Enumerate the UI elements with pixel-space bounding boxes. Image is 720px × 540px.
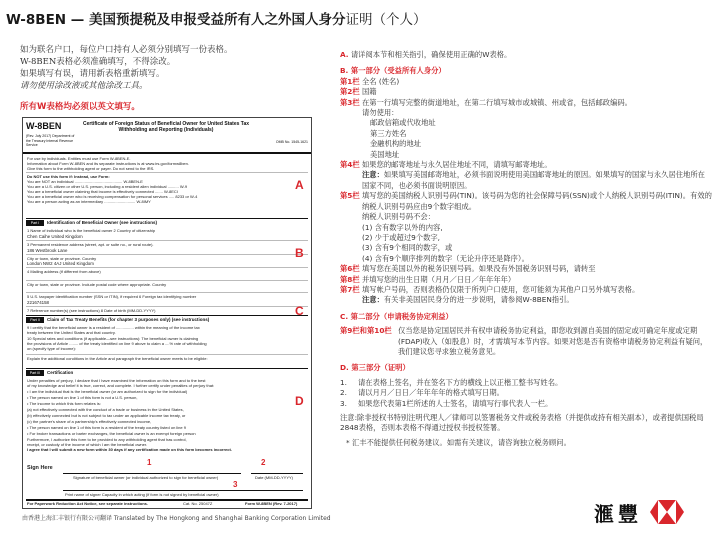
- field-row: [340, 77, 712, 87]
- translation-credit: 由香港上海汇丰银行有限公司翻译 Translated by The Hongkong and Shanghai Banking Corporation Limited: [22, 515, 331, 522]
- field-text: 填写您在美国以外的税务识别号码。如果没有外国税务识别号码，请转至: [362, 264, 596, 274]
- list-item: 2. 请以月月／日日／年年年年的格式填写日期。: [340, 388, 504, 398]
- form-line: Information about Form W-8BEN and its separate instructions is at www.irs.gov/formw8ben.: [27, 161, 189, 166]
- field-text: 仅当您是协定国居民并有权申请税务协定利益，即您收到源自美国的固定或可确定年度或定期(FDAP)收入（如股息）时，才需填写本节内容。如果对您是否有资格申请税务协定利益有疑问，我们建议您寻求独立税务意见。: [398, 326, 708, 356]
- form-field: • The person named on line 1 of this form is a resident of the treaty country listed on line 9: [27, 425, 186, 430]
- form-field: 10 Special rates and conditions (if applicable—see instructions): The beneficial owner is claiming: [27, 336, 199, 341]
- field-text: 在第一行填写完整的街道地址，在第二行填写城市或城镇、州或省，包括邮政编码。: [362, 97, 632, 107]
- part2-title: Claim of Tax Treaty Benefits (for chapter 3 purposes only) (see instructions): [47, 317, 210, 322]
- field-label: 第5栏: [340, 191, 360, 201]
- field-row: [340, 87, 712, 97]
- field-label: 第7栏: [340, 284, 360, 294]
- logo-text: 滙豐: [594, 501, 642, 526]
- sub-item: (2) 少于或超过9个数字,: [362, 232, 440, 242]
- form-field: (b) effectively connected but is not subject to tax under an applicable income tax treaty, or: [27, 413, 186, 418]
- form-revision: (Rev. July 2017) Department of the Treasury Internal Revenue Service: [26, 134, 75, 147]
- list-text: 请在表格上签名，并在签名下方的横线上以正楷工整书写姓名。: [358, 377, 563, 387]
- note-label: 注意：: [362, 295, 384, 305]
- page-title: [6, 8, 716, 28]
- w8ben-form-image: [22, 117, 312, 509]
- form-line: You are a U.S. citizen or other U.S. person, including a resident alien individual .......... W-9: [27, 184, 188, 189]
- sign-marker-3: 3: [233, 480, 238, 489]
- form-field: I agree that I will submit a new form within 30 days if any certification made on this form becomes incorrect.: [27, 447, 232, 452]
- marker-c: C: [295, 304, 304, 318]
- english-note: 所有W表格均必须以英文填写。: [20, 102, 140, 112]
- note-text: 有关非美国居民身分的进一步说明，请参阅W-8BEN指引。: [383, 295, 574, 305]
- marker-a: A: [295, 178, 304, 192]
- intro-line: 请勿使用涂改液或其他涂改工具。: [20, 81, 148, 91]
- form-field: 1 Name of individual who is the beneficial owner 2 Country of citizenship: [27, 228, 156, 233]
- form-field-value: 221674158: [27, 300, 49, 305]
- title-dash: —: [66, 12, 89, 28]
- marker-d: D: [295, 394, 304, 408]
- instructions-column: [340, 50, 712, 448]
- title-main: 美国预提税及申报受益所有人之外国人身分: [89, 12, 346, 28]
- sign-marker-2: 2: [261, 458, 266, 467]
- field-row: [340, 285, 712, 295]
- field-label: 第2栏: [340, 87, 360, 97]
- row5-sublist: [340, 212, 712, 264]
- form-field: City or town, state or province. Include postal code where appropriate. Country: [27, 282, 167, 287]
- row3-sublist: [340, 108, 712, 160]
- field-row: [340, 98, 712, 108]
- form-line: You are a person acting as an intermediary ............................ W-8IMY: [27, 199, 151, 204]
- row4-note: [340, 170, 712, 191]
- intro-line: W-8BEN表格必须准确填写，不得涂改。: [20, 57, 176, 67]
- form-field: of my knowledge and belief it is true, correct, and complete. I further certify under penalties of perjury that:: [27, 383, 215, 388]
- part3-label: Part III: [26, 370, 44, 376]
- field-text: 国籍: [362, 87, 377, 97]
- form-field: (c) the partner's share of a partnership's effectively connected income,: [27, 419, 152, 424]
- section-c: [340, 312, 712, 358]
- section-a-letter: A.: [340, 50, 349, 59]
- title-tail: 证明（个人）: [345, 12, 427, 28]
- sub-item: 纳税人识别号码不会：: [362, 212, 435, 222]
- note-label: 注意：: [362, 170, 384, 180]
- intro-notes: [20, 44, 320, 92]
- hexagon-logo-icon: [650, 500, 684, 524]
- section-b: [340, 66, 712, 305]
- field-row: [340, 326, 712, 357]
- note-text: 如果填写美国邮寄地址，必须书面说明使用美国邮寄地址的原因。如果填写的国家与永久居住地所在国家不同，也必须书面说明原因。: [362, 170, 705, 190]
- field-label: 第8栏: [340, 274, 360, 284]
- field-text: 如果您的邮寄地址与永久居住地址不同，请填写邮寄地址。: [362, 160, 552, 170]
- field-row: [340, 191, 712, 212]
- sub-item: 美国地址: [370, 149, 400, 159]
- sign-here-label: Sign Here: [27, 465, 53, 471]
- signature-caption: Signature of beneficial owner (or individual authorized to sign for beneficial owner): [73, 475, 219, 480]
- section-b-title: B. 第一部分（受益所有人身分）: [340, 66, 446, 76]
- form-field: • For broker transactions or barter exchanges, the beneficial owner is an exempt foreign person: [27, 431, 196, 436]
- form-field-value: Chen Caihe United Kingdom: [27, 234, 83, 239]
- form-field: • The income to which this form relates is:: [27, 401, 101, 406]
- field-row: [340, 160, 712, 170]
- list-item: 1. 请在表格上签名，并在签名下方的横线上以正楷工整书写姓名。: [340, 377, 563, 387]
- field-label: 第3栏: [340, 97, 360, 107]
- tax-disclaimer: * 汇丰不能提供任何税务建议。如需有关建议，请咨询独立税务顾问。: [346, 437, 571, 447]
- field-text: 填写帐户号码，否则表格仍仅限于所列户口使用，您可能须为其他户口另外填写表格。: [362, 284, 640, 294]
- section-c-title: C. 第二部分（申请税务协定利益）: [340, 311, 453, 321]
- sub-item: (4) 含有9个顺序排列的数字（无论升序还是降序）。: [362, 253, 529, 263]
- field-label: 第1栏: [340, 76, 360, 86]
- form-line: You are a beneficial owner who is receiving compensation for personal services ..... 8233 or W-4: [27, 194, 198, 199]
- sub-item: 金融机构的地址: [370, 139, 422, 149]
- sign-marker-1: 1: [147, 458, 152, 467]
- form-field: on (specify type of income):: [27, 346, 76, 351]
- part1-label: Part I: [26, 220, 44, 226]
- intro-line: 如为联名户口，每位户口持有人必须分别填写一份表格。: [20, 45, 233, 55]
- form-code: W-8BEN: [6, 12, 67, 28]
- list-text: 如果您代表第1栏所述的人士签名，请填写行事代表人一栏。: [358, 398, 553, 408]
- marker-b: B: [295, 246, 304, 260]
- form-field-value: London NW2 4AJ United Kingdom: [27, 261, 94, 266]
- form-omb: OMB No. 1545-1621: [275, 140, 308, 144]
- form-footer-left: For Paperwork Reduction Act Notice, see separate instructions.: [27, 501, 148, 506]
- form-field: (a) not effectively connected with the conduct of a trade or business in the United States,: [27, 407, 184, 412]
- sub-item: 第三方姓名: [370, 128, 407, 138]
- date-caption: Date (MM-DD-YYYY): [255, 475, 294, 480]
- form-field: • The person named on line 1 of this form is not a U.S. person,: [27, 395, 138, 400]
- form-footer-mid: Cat. No. 25047Z: [183, 501, 213, 506]
- field-text: 填写您的美国纳税人识别号码(TIN)。该号码为您的社会保障号码(SSN)或个人纳税人识别号码(ITIN)。有效的纳税人识别号码应由9个数字组成。: [362, 191, 712, 211]
- form-field: City or town, state or province. Country: [27, 256, 97, 261]
- form-field: Explain the additional conditions in the Article and paragraph the beneficial owner meets to be eligible:: [27, 356, 208, 361]
- form-field: 9 I certify that the beneficial owner is a resident of ................ within the meaning of the income tax: [27, 325, 200, 330]
- form-field: • I am the individual that is the beneficial owner (or am authorized to sign for the individual): [27, 389, 188, 394]
- form-line: You are a beneficial owner claiming that income is effectively connected ....... W-8ECI: [27, 189, 178, 194]
- form-footer-right: Form W-8BEN (Rev. 7-2017): [245, 501, 298, 506]
- intro-line: 如果填写有误，请用新表格重新填写。: [20, 69, 165, 79]
- form-line: You are NOT an individual ........................................... W-8BEN-E: [27, 179, 143, 184]
- form-field: the provisions of Article ........ of the treaty identified on line 9 above to claim a ....% rate of withholding: [27, 341, 207, 346]
- part2-label: Part II: [26, 317, 44, 323]
- form-line: For use by individuals. Entities must use Form W-8BEN-E.: [27, 156, 131, 161]
- form-field: 5 U.S. taxpayer identification number (SSN or ITIN), if required 6 Foreign tax identifying number: [27, 294, 197, 299]
- sub-item: (3) 含有9个相同的数字，或: [362, 243, 453, 253]
- form-field: 7 Reference number(s) (see instructions) 8 Date of birth (MM-DD-YYYY): [27, 308, 156, 313]
- field-label: 第6栏: [340, 264, 360, 274]
- field-row: [340, 275, 712, 285]
- list-text: 请以月月／日日／年年年年的格式填写日期。: [358, 388, 504, 398]
- list-item: 3. 如果您代表第1栏所述的人士签名，请填写行事代表人一栏。: [340, 398, 553, 408]
- form-title: Certificate of Foreign Status of Beneficial Owner for United States Tax Withholding and Reporting (Individuals): [82, 121, 250, 133]
- field-row: [340, 264, 712, 274]
- field-text: 并填写您的出生日期（月月／日日／年年年年）: [362, 274, 516, 284]
- sub-item: 邮政信箱或代收地址: [370, 118, 436, 128]
- section-a: [340, 50, 712, 60]
- field-text: 全名 (姓名): [362, 76, 400, 86]
- capacity-caption: Print name of signer Capacity in which acting (if form is not signed by beneficial owner): [65, 492, 219, 497]
- sub-item: (1) 含有数字以外的内容,: [362, 222, 443, 232]
- form-header: [23, 118, 311, 154]
- form-line: Do NOT use this form if: Instead, use Form:: [27, 174, 110, 179]
- row7-note: [340, 295, 712, 305]
- form-field: 3 Permanent residence address (street, apt. or suite no., or rural route).: [27, 242, 154, 247]
- form-field: treaty between the United States and that country.: [27, 330, 116, 335]
- field-label: 第9栏和第10栏: [340, 326, 392, 336]
- form-field: 4 Mailing address (if different from above): [27, 269, 101, 274]
- form-field: receipt, or custody of the income of which I am the beneficial owner.: [27, 442, 148, 447]
- form-field-value: 186 Westbrook Lane: [27, 248, 68, 253]
- hsbc-logo: [594, 497, 684, 527]
- section-d: [340, 363, 712, 448]
- section-d-title: D. 第三部分（证明）: [340, 363, 410, 373]
- section-a-text: 请详阅本节和相关指引，确保使用正确的W表格。: [350, 50, 512, 59]
- form-field: Furthermore, I authorize this form to be provided to any withholding agent that has control,: [27, 437, 187, 442]
- form-number: W-8BEN: [26, 121, 62, 131]
- field-label: 第4栏: [340, 160, 360, 170]
- sub-item: 请勿使用：: [362, 108, 399, 118]
- form-field: Under penalties of perjury, I declare that I have examined the information on this form and to the best: [27, 378, 206, 383]
- form-line: Give this form to the withholding agent or payer. Do not send to the IRS.: [27, 166, 155, 171]
- part1-title: Identification of Beneficial Owner (see instructions): [47, 220, 158, 225]
- authorization-note: 注意:除非授权书特别注明代理人／律师可以签署税务文件或税务表格（并提供或持有相关副本），或者提供国税局2848表格，否则本表格不得通过授权书授权签署。: [340, 413, 704, 433]
- part3-title: Certification: [47, 370, 74, 375]
